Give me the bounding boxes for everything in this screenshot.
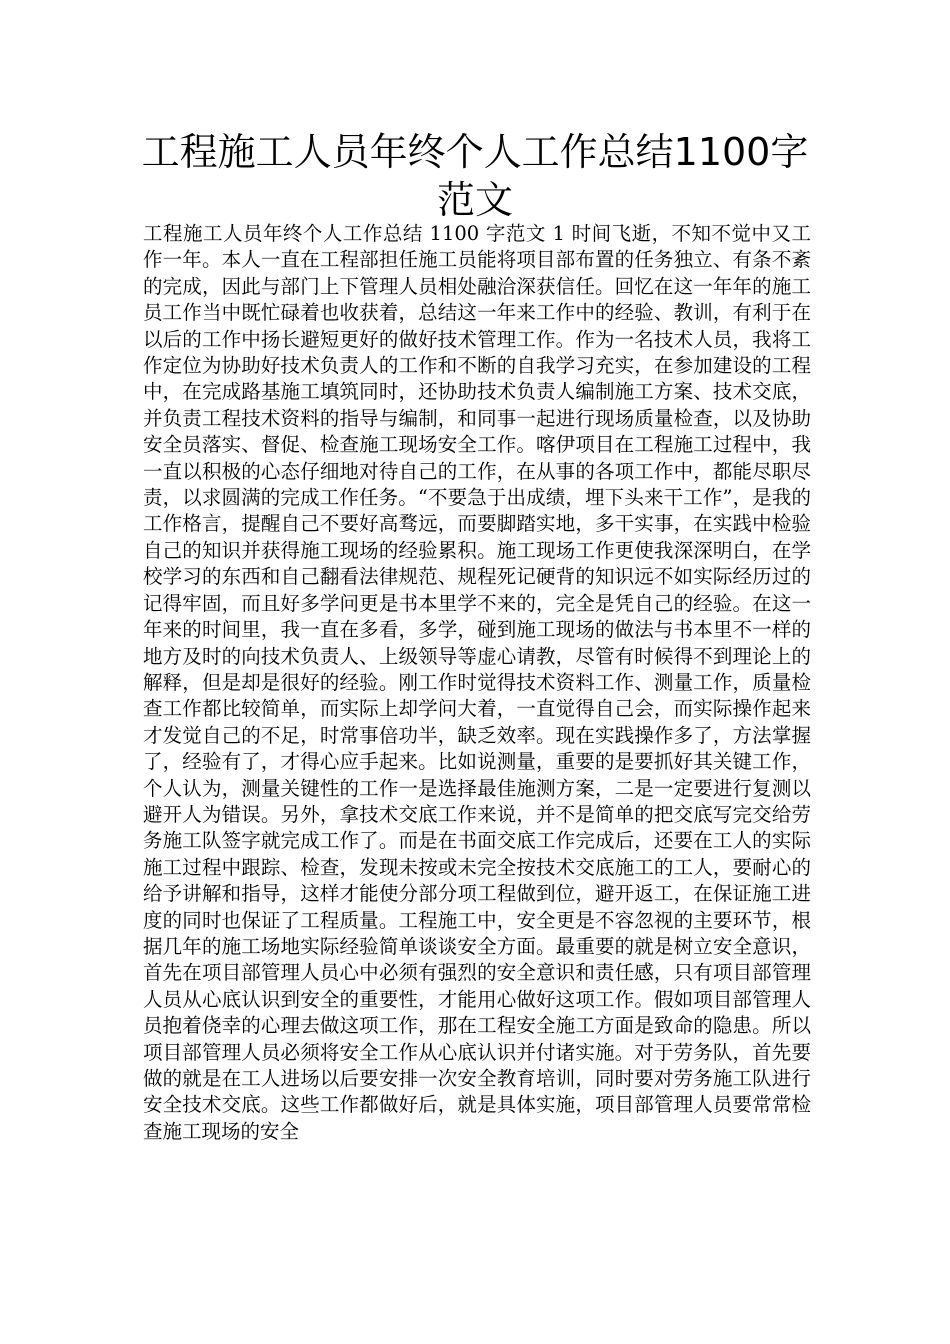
document-title: 工程施工人员年终个人工作总结1100字范文 (141, 130, 809, 222)
document-body-paragraph: 工程施工人员年终个人工作总结 1100 字范文 1 时间飞逝，不知不觉中又工作一年。本人一直在工程部担任施工员能将项目部布置的任务独立、有条不紊的完成，因此与部门上下管理人员相处融洽深获信任。回忆在这一年年的施工员工作当中既忙碌着也收获着，总结这一年来工作中的经验、教训，有利于在以后的工作中扬长避短更好的做好技术管理工作。作为一名技术人员，我将工作定位为协助好技术负责人的工作和不断的自我学习充实，在参加建设的工程中，在完成路基施工填筑同时，还协助技术负责人编制施工方案、技术交底，并负责工程技术资料的指导与编制，和同事一起进行现场质量检查，以及协助安全员落实、督促、检查施工现场安全工作。喀伊项目在工程施工过程中，我一直以积极的心态仔细地对待自己的工作，在从事的各项工作中，都能尽职尽责，以求圆满的完成工作任务。“不要急于出成绩，埋下头来干工作”，是我的工作格言，提醒自己不要好高骛远，而要脚踏实地，多干实事，在实践中检验自己的知识并获得施工现场的经验累积。施工现场工作更使我深深明白，在学校学习的东西和自己翻看法律规范、规程死记硬背的知识远不如实际经历过的记得牢固，而且好多学问更是书本里学不来的，完全是凭自己的经验。在这一年来的时间里，我一直在多看，多学，碰到施工现场的做法与书本里不一样的地方及时的向技术负责人、上级领导等虚心请教，尽管有时候得不到理论上的解释，但是却是很好的经验。刚工作时觉得技术资料工作、测量工作，质量检查工作都比较简单，而实际上却学问大着，一直觉得自己会，而实际操作起来才发觉自己的不足，时常事倍功半，缺乏效率。现在实践操作多了，方法掌握了，经验有了，才得心应手起来。比如说测量，重要的是要抓好其关键工作，个人认为，测量关键性的工作一是选择最佳施测方案，二是一定要进行复测以避开人为错误。另外，拿技术交底工作来说，并不是简单的把交底写完交给劳务施工队签字就完成工作了。而是在书面交底工作完成后，还要在工人的实际施工过程中跟踪、检查，发现未按或未完全按技术交底施工的工人，要耐心的给予讲解和指导，这样才能使分部分项工程做到位，避开返工，在保证施工进度的同时也保证了工程质量。工程施工中，安全更是不容忽视的主要环节，根据几年的施工场地实际经验简单谈谈安全方面。最重要的就是树立安全意识，首先在项目部管理人员心中必须有强烈的安全意识和责任感，只有项目部管理人员从心底认识到安全的重要性，才能用心做好这项工作。假如项目部管理人员抱着侥幸的心理去做这项工作，那在工程安全施工方面是致命的隐患。所以项目部管理人员必须将安全工作从心底认识并付诸实施。对于劳务队，首先要做的就是在工人进场以后要安排一次安全教育培训，同时要对劳务施工队进行安全技术交底。这些工作都做好后，就是具体实施，项目部管理人员要常常检查施工现场的安全 (143, 222, 811, 1143)
